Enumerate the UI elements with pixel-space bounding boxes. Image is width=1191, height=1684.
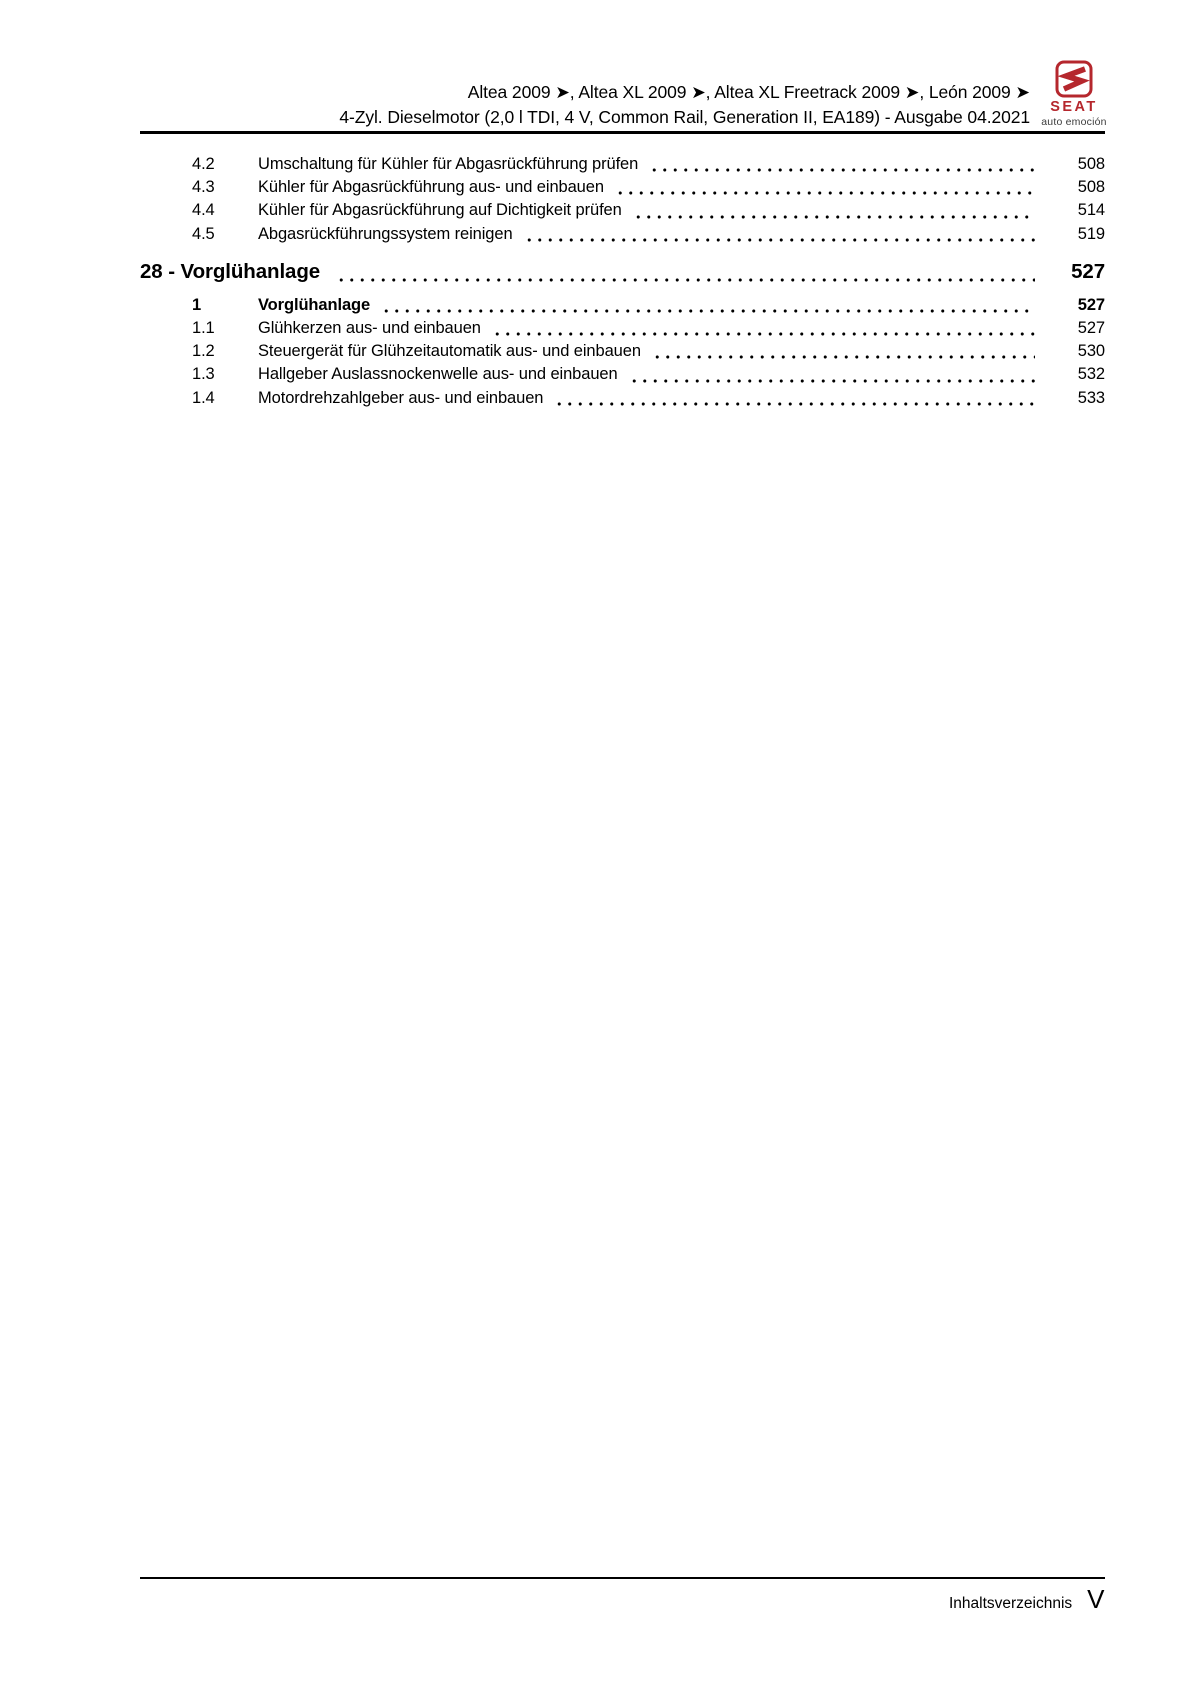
toc-entry-number: 1.4 <box>192 388 215 407</box>
footer-divider <box>140 1577 1105 1579</box>
toc-row[interactable] <box>140 201 1105 224</box>
toc-entry-title: Umschaltung für Kühler für Abgasrückführung prüfen <box>258 155 639 173</box>
toc-entry-title: Vorglühanlage <box>258 295 371 314</box>
toc-row[interactable] <box>140 319 1105 342</box>
toc-row[interactable] <box>140 389 1105 412</box>
toc-page-number: 508 <box>1077 155 1105 173</box>
toc-entry-number: 1.1 <box>192 318 215 337</box>
dot-leader <box>633 201 1035 224</box>
toc-page-number: 527 <box>1077 318 1105 337</box>
seat-tagline: auto emoción <box>1041 115 1107 128</box>
seat-logo <box>1040 60 1108 127</box>
dot-leader <box>629 365 1035 388</box>
toc-entry-number: 4.5 <box>192 224 215 243</box>
toc-entry-number: 1 <box>192 295 202 314</box>
toc-entry-title: Kühler für Abgasrückführung aus- und einbauen <box>258 178 604 197</box>
toc-page-number: 514 <box>1077 201 1105 220</box>
toc-page-number: 519 <box>1077 224 1105 243</box>
toc-page-number: 530 <box>1077 342 1105 361</box>
page-header <box>339 80 1030 130</box>
dot-leader <box>336 260 1035 290</box>
footer-page-number: V <box>1087 1584 1105 1614</box>
dot-leader <box>652 342 1035 365</box>
dot-leader <box>554 389 1035 412</box>
toc-page-number: 533 <box>1077 388 1105 407</box>
seat-brand-wordmark: SEAT <box>1050 99 1098 115</box>
toc-page-number: 508 <box>1077 178 1105 197</box>
page-footer <box>949 1584 1105 1615</box>
toc-entry-title: Hallgeber Auslassnockenwelle aus- und einbauen <box>258 365 618 384</box>
toc-row[interactable] <box>140 155 1105 178</box>
toc-entry-title: Abgasrückführungssystem reinigen <box>258 224 513 243</box>
toc-entry-title: 28 - Vorglühanlage <box>140 259 321 283</box>
toc-row[interactable] <box>140 225 1105 248</box>
toc-entry-title: Glühkerzen aus- und einbauen <box>258 318 481 337</box>
toc-entry-number: 1.3 <box>192 365 215 384</box>
header-divider <box>140 131 1105 134</box>
toc-entry-title: Steuergerät für Glühzeitautomatik aus- und einbauen <box>258 342 641 361</box>
toc-entry-number: 4.3 <box>192 178 215 197</box>
toc-row[interactable] <box>140 296 1105 319</box>
dot-leader <box>381 296 1035 319</box>
toc-page-number: 532 <box>1077 365 1105 384</box>
toc-entry-title: Kühler für Abgasrückführung auf Dichtigkeit prüfen <box>258 201 622 220</box>
header-models-line: Altea 2009 ➤, Altea XL 2009 ➤, Altea XL Freetrack 2009 ➤, León 2009 ➤ <box>467 82 1030 102</box>
toc-row[interactable] <box>140 365 1105 388</box>
toc-entry-title: Motordrehzahlgeber aus- und einbauen <box>258 388 544 407</box>
seat-emblem-icon <box>1055 60 1093 98</box>
footer-label: Inhaltsverzeichnis <box>948 1595 1073 1612</box>
dot-leader <box>649 155 1035 178</box>
toc-entry-number: 4.2 <box>192 155 215 173</box>
dot-leader <box>492 319 1035 342</box>
table-of-contents <box>140 155 1105 412</box>
toc-row[interactable] <box>140 342 1105 365</box>
toc-row[interactable] <box>140 178 1105 201</box>
dot-leader <box>615 178 1035 201</box>
toc-row[interactable] <box>140 260 1105 290</box>
toc-page-number: 527 <box>1077 295 1105 314</box>
toc-entry-number: 1.2 <box>192 342 215 361</box>
dot-leader <box>524 225 1035 248</box>
toc-entry-number: 4.4 <box>192 201 215 220</box>
toc-page-number: 527 <box>1071 259 1105 283</box>
header-engine-line: 4-Zyl. Dieselmotor (2,0 l TDI, 4 V, Common Rail, Generation II, EA189) - Ausgabe 04.2021 <box>339 107 1030 127</box>
